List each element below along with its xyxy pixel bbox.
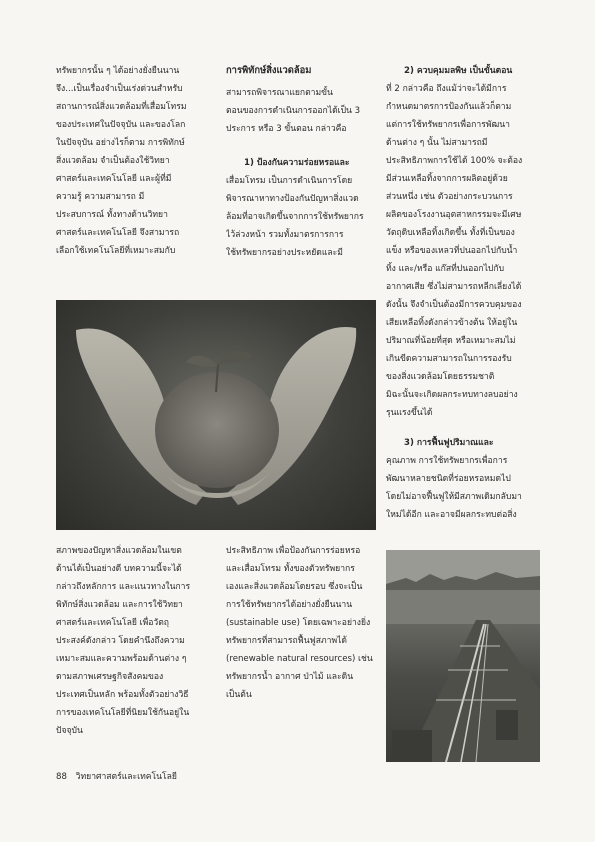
- text-line: ศาสตร์และเทคโนโลยี และผู้ที่มี: [56, 174, 172, 184]
- column-2-bottom: [226, 542, 378, 704]
- text-line: เองและสิ่งแวดล้อมโดยรอบ ซึ่งจะเป็น: [226, 582, 363, 592]
- text-line: เป็นต้น: [226, 690, 252, 700]
- text-line: (sustainable use) โดยเฉพาะอย่างยิ่ง: [226, 618, 371, 628]
- intro-paragraph: [226, 84, 378, 138]
- column-2-top: [226, 62, 378, 262]
- text-line: ปัจจุบัน: [56, 726, 83, 736]
- text-line: ในปัจจุบัน อย่างไรก็ตาม การพิทักษ์: [56, 138, 185, 148]
- text-line: พิทักษ์สิ่งแวดล้อม และการใช้วิทยา: [56, 600, 183, 610]
- text-line: ด้านได้เป็นอย่างดี บทความนี้จะได้: [56, 564, 182, 574]
- text-line: เสียเหลือทิ้งดังกล่าวข้างต้น ให้อยู่ใน: [386, 318, 518, 328]
- text-line: ส่วนหนึ่ง เช่น ตัวอย่างกระบวนการ: [386, 192, 513, 202]
- text-line: การของเทคโนโลยีที่นิยมใช้กันอยู่ใน: [56, 708, 190, 718]
- point-3-title: 3) การฟื้นฟูปริมาณและ: [404, 438, 494, 448]
- text-line: ประสิทธิภาพ เพื่อป้องกันการร่อยหรอ: [226, 546, 361, 556]
- text-line: ทิ้ง และ/หรือ แก๊สที่ปนออกไปกับ: [386, 264, 505, 274]
- point-2-title: 2) ควบคุมมลพิษ เป็นขั้นตอน: [404, 66, 513, 76]
- text-line: ความรู้ ความสามารถ มี: [56, 192, 145, 202]
- text-line: ที่ 2 กล่าวคือ ถึงแม้ว่าจะได้มีการ: [386, 84, 507, 94]
- text-line: (renewable natural resources) เช่น: [226, 654, 373, 664]
- ship-deck-illustration: [386, 550, 540, 762]
- text-line: ตอนของการดำเนินการออกได้เป็น 3: [226, 106, 361, 116]
- text-line: เหมาะสมและความพร้อมด้านต่าง ๆ: [56, 654, 187, 664]
- text-line: ของสิ่งแวดล้อมโดยธรรมชาติ: [386, 372, 495, 382]
- text-line: ผลิตของโรงงานอุตสาหกรรมจะมีเศษ: [386, 210, 522, 220]
- hands-seedling-photo: [56, 300, 376, 530]
- ship-deck-photo: [386, 550, 540, 762]
- point-1-paragraph: [226, 172, 378, 262]
- text-line: ประสบการณ์ ทั้งทางด้านวิทยา: [56, 210, 168, 220]
- text-line: อากาศเสีย ซึ่งไม่สามารถหลีกเลี่ยงได้: [386, 282, 522, 292]
- text-line: สภาพของปัญหาสิ่งแวดล้อมในเขต: [56, 546, 182, 556]
- text-line: คุณภาพ การใช้ทรัพยากรเพื่อการ: [386, 456, 508, 466]
- text-line: โดยไม่อาจฟื้นฟูให้มีสภาพเดิมกลับมา: [386, 492, 522, 502]
- hands-seedling-illustration: [56, 300, 376, 530]
- column-1-top: [56, 62, 206, 260]
- text-line: พัฒนาหลายชนิดที่ร่อยหรอหมดไป: [386, 474, 511, 484]
- column-3: [386, 62, 540, 524]
- text-line: แต่การใช้ทรัพยากรเพื่อการพัฒนา: [386, 120, 510, 130]
- text-line: ใช้ทรัพยากรอย่างประหยัดและมี: [226, 248, 343, 258]
- text-line: ทรัพยากรน้ำ อากาศ ป่าไม้ และดิน: [226, 672, 354, 682]
- text-line: ด้านต่าง ๆ นั้น ไม่สามารถมี: [386, 138, 488, 148]
- text-line: ใหม่ได้อีก และอาจมีผลกระทบต่อสิ่ง: [386, 510, 517, 520]
- text-line: ประสิทธิภาพการใช้ได้ 100% จะต้อง: [386, 156, 523, 166]
- text-line: มีส่วนเหลือทิ้งจากการผลิตอยู่ด้วย: [386, 174, 508, 184]
- text-line: ประการ หรือ 3 ขั้นตอน กล่าวคือ: [226, 124, 347, 134]
- column-1-bottom: [56, 542, 206, 740]
- text-line: เสื่อมโทรม เป็นการดำเนินการโดย: [226, 176, 353, 186]
- text-line: ศาสตร์และเทคโนโลยี จึงสามารถ: [56, 228, 180, 238]
- point-1-title: 1) ป้องกันความร่อยหรอและ: [244, 158, 350, 168]
- text-line: สิ่งแวดล้อม จำเป็นต้องใช้วิทยา: [56, 156, 170, 166]
- text-line: เลือกใช้เทคโนโลยีที่เหมาะสมกับ: [56, 246, 176, 256]
- text-line: รุนแรงขึ้นได้: [386, 408, 433, 418]
- text-line: และเสื่อมโทรม ทั้งของตัวทรัพยากร: [226, 564, 355, 574]
- text-line: ดังนั้น จึงจำเป็นต้องมีการควบคุมของ: [386, 300, 522, 310]
- page-number: 88: [56, 772, 67, 782]
- journal-title: วิทยาศาสตร์และเทคโนโลยี: [75, 772, 177, 782]
- text-line: ไว้ล่วงหน้า รวมทั้งมาตรการการ: [226, 230, 344, 240]
- text-line: ประสงค์ดังกล่าว โดยคำนึงถึงความ: [56, 636, 185, 646]
- text-line: ทรัพยากรนั้น ๆ ได้อย่างยั่งยืนนาน: [56, 66, 180, 76]
- point-2-paragraph: [386, 80, 540, 422]
- text-line: ประเทศเป็นหลัก พร้อมทั้งตัวอย่างวิธี: [56, 690, 189, 700]
- text-line: เกินขีดความสามารถในการรองรับ: [386, 354, 512, 364]
- text-line: พิจารณาหาทางป้องกันปัญหาสิ่งแวด: [226, 194, 359, 204]
- text-line: ปริมาณที่น้อยที่สุด หรือเหมาะสมไม่: [386, 336, 516, 346]
- text-line: กล่าวถึงหลักการ และแนวทางในการ: [56, 582, 191, 592]
- text-line: จึง...เป็นเรื่องจำเป็นเร่งด่วนสำหรับ: [56, 84, 183, 94]
- text-line: การใช้ทรัพยากรได้อย่างยั่งยืนนาน: [226, 600, 353, 610]
- text-line: ของประเทศในปัจจุบัน และของโลก: [56, 120, 186, 130]
- point-3-paragraph: [386, 452, 540, 524]
- text-line: ศาสตร์และเทคโนโลยี เพื่อวัตถุ: [56, 618, 170, 628]
- text-line: ล้อมที่อาจเกิดขึ้นจากการใช้ทรัพยากร: [226, 212, 364, 222]
- text-line: วัตถุดิบเหลือทิ้งเกิดขึ้น ทั้งที่เป็นของ: [386, 228, 515, 238]
- section-heading: การพิทักษ์สิ่งแวดล้อม: [226, 65, 312, 76]
- text-line: ตามสภาพเศรษฐกิจสังคมของ: [56, 672, 164, 682]
- page-footer: [56, 770, 177, 784]
- text-line: กำหนดมาตรการป้องกันแล้วก็ตาม: [386, 102, 512, 112]
- text-line: แข็ง หรือของเหลวที่ปนออกไปกับน้ำ: [386, 246, 518, 256]
- text-line: มิฉะนั้นจะเกิดผลกระทบทางลบอย่าง: [386, 390, 518, 400]
- text-line: สถานการณ์สิ่งแวดล้อมที่เสื่อมโทรม: [56, 102, 187, 112]
- text-line: ทรัพยากรที่สามารถฟื้นฟูสภาพได้: [226, 636, 348, 646]
- text-line: สามารถพิจารณาแยกตามขั้น: [226, 88, 333, 98]
